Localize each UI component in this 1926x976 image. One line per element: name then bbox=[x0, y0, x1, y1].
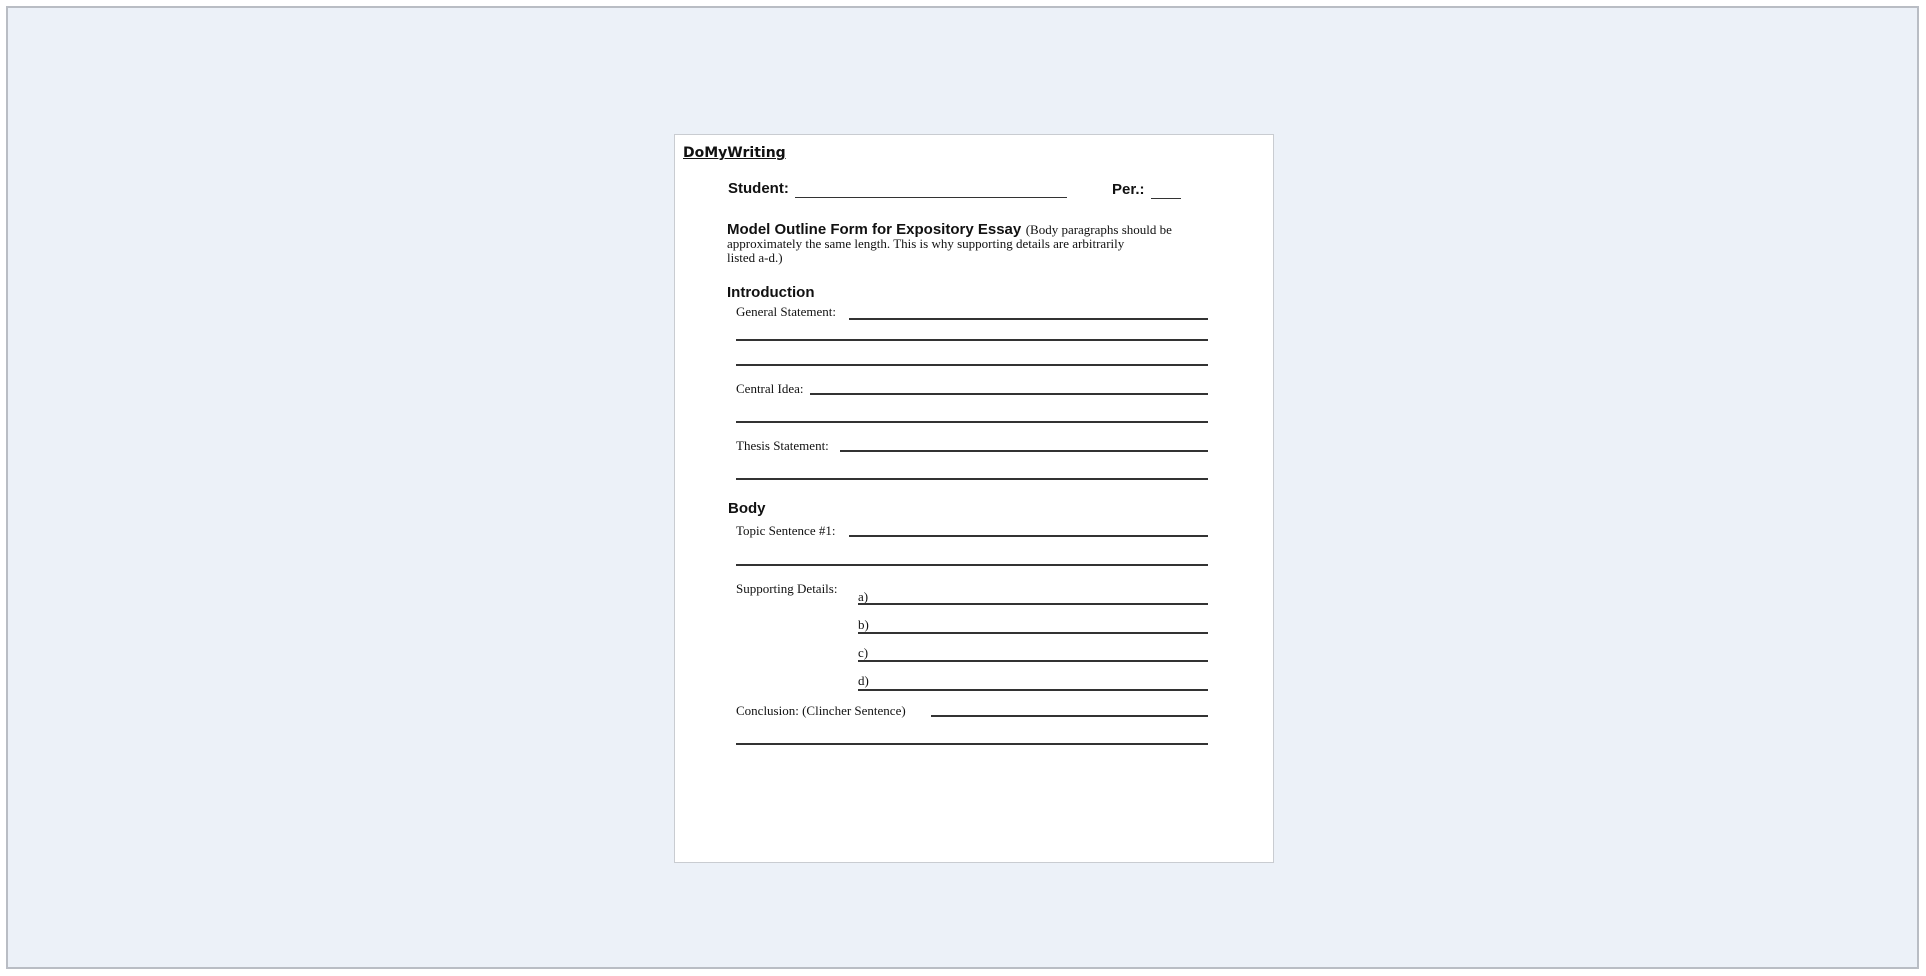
body-heading: Body bbox=[728, 500, 766, 517]
watermark: DoMyWriting bbox=[683, 145, 786, 161]
document-page bbox=[674, 134, 1274, 863]
detail-b-label: b) bbox=[858, 617, 869, 632]
thesis-statement-line-2 bbox=[736, 478, 1208, 480]
detail-a-line bbox=[858, 603, 1208, 605]
general-statement-label: General Statement: bbox=[736, 304, 836, 319]
general-statement-line-1 bbox=[849, 318, 1208, 320]
period-line bbox=[1151, 198, 1181, 199]
detail-d-line bbox=[858, 689, 1208, 691]
form-title-note-3: listed a-d.) bbox=[727, 250, 783, 265]
student-label: Student: bbox=[728, 180, 789, 197]
detail-c-label: c) bbox=[858, 645, 869, 660]
topic-sentence-line-1 bbox=[849, 535, 1208, 537]
general-statement-line-2 bbox=[736, 339, 1208, 341]
form-title-main: Model Outline Form for Expository Essay bbox=[727, 221, 1022, 238]
form-title-note-2: approximately the same length. This is why supporting details are arbitrarily bbox=[727, 236, 1125, 251]
introduction-heading: Introduction bbox=[727, 284, 815, 301]
conclusion-line-1 bbox=[931, 715, 1208, 717]
period-label: Per.: bbox=[1112, 181, 1145, 198]
conclusion-line-2 bbox=[736, 743, 1208, 745]
detail-a-label: a) bbox=[858, 589, 869, 604]
supporting-details-label: Supporting Details: bbox=[736, 581, 838, 596]
form-title bbox=[727, 223, 1217, 265]
detail-d-label: d) bbox=[858, 673, 869, 688]
general-statement-line-3 bbox=[736, 364, 1208, 366]
topic-sentence-label: Topic Sentence #1: bbox=[736, 523, 836, 538]
topic-sentence-line-2 bbox=[736, 564, 1208, 566]
central-idea-line-1 bbox=[810, 393, 1208, 395]
central-idea-line-2 bbox=[736, 421, 1208, 423]
student-line bbox=[795, 197, 1067, 198]
conclusion-label: Conclusion: (Clincher Sentence) bbox=[736, 703, 906, 718]
thesis-statement-label: Thesis Statement: bbox=[736, 438, 829, 453]
thesis-statement-line-1 bbox=[840, 450, 1208, 452]
detail-c-line bbox=[858, 660, 1208, 662]
form-title-note-1: (Body paragraphs should be bbox=[1025, 222, 1172, 237]
viewer-background bbox=[6, 6, 1919, 969]
central-idea-label: Central Idea: bbox=[736, 381, 804, 396]
detail-b-line bbox=[858, 632, 1208, 634]
